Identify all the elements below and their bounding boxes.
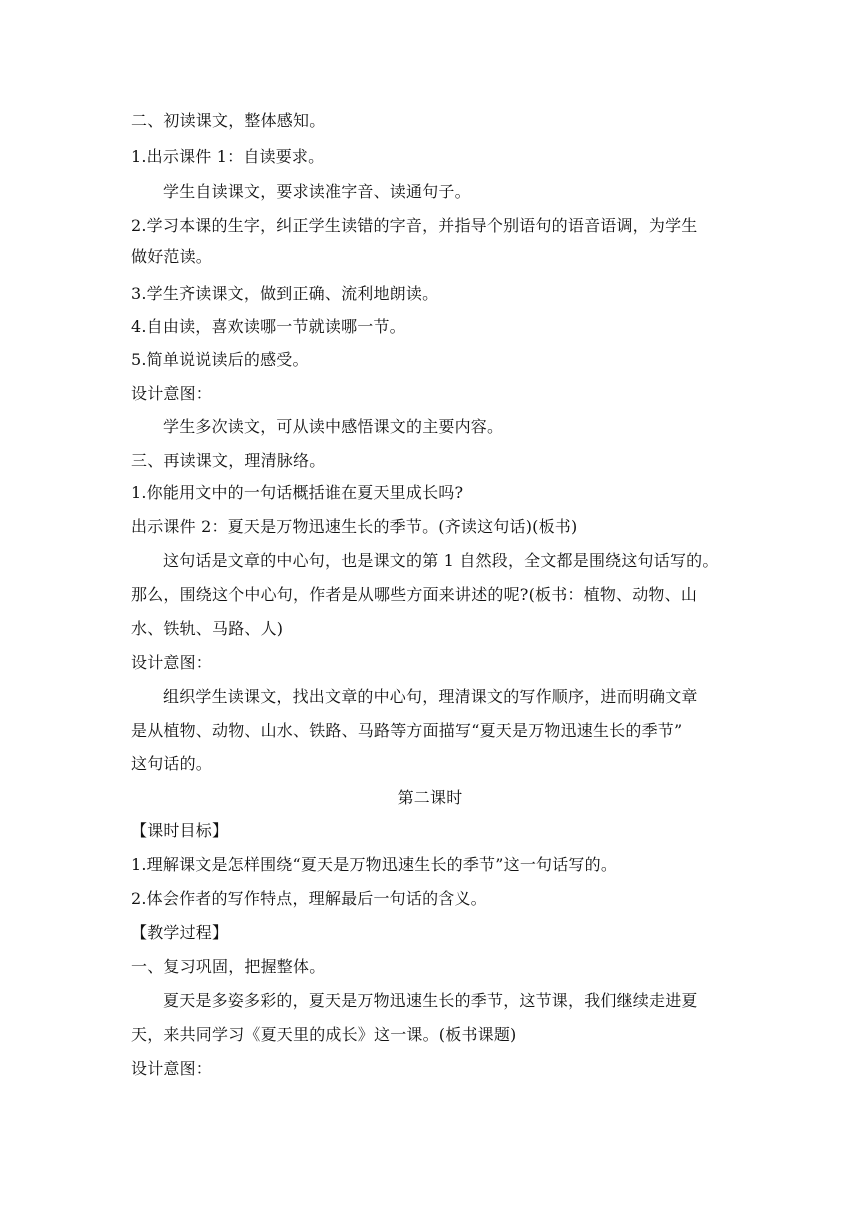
design-intent-label: 设计意图： — [131, 384, 213, 403]
paragraph-line: 组织学生读课文，找出文章的中心句，理清课文的写作顺序，进而明确文章 — [163, 687, 698, 706]
paragraph-line: 这句话是文章的中心句，也是课文的第 1 自然段，全文都是围绕这句话写的。 — [163, 551, 719, 570]
step-item: 4.自由读，喜欢读哪一节就读哪一节。 — [131, 317, 406, 336]
step-item: 2.体会作者的写作特点，理解最后一句话的含义。 — [131, 889, 487, 908]
design-intent-label: 设计意图： — [131, 653, 213, 672]
paragraph-line: 做好范读。 — [131, 247, 213, 266]
paragraph-line: 是从植物、动物、山水、铁路、马路等方面描写“夏天是万物迅速生长的季节” — [131, 721, 683, 740]
paragraph-line: 学生自读课文，要求读准字音、读通句子。 — [163, 182, 471, 201]
step-item: 5.简单说说读后的感受。 — [131, 350, 309, 369]
section-label: 【课时目标】 — [131, 821, 229, 840]
section-heading-3: 三、再读课文，理清脉络。 — [131, 451, 326, 470]
paragraph-line: 出示课件 2：夏天是万物迅速生长的季节。(齐读这句话)(板书) — [131, 517, 578, 536]
paragraph-line: 天，来共同学习《夏天里的成长》这一课。(板书课题) — [131, 1025, 517, 1044]
step-item: 1.理解课文是怎样围绕“夏天是万物迅速生长的季节”这一句话写的。 — [131, 855, 618, 874]
paragraph-line: 水、铁轨、马路、人) — [131, 619, 284, 638]
paragraph-line: 学生多次读文，可从读中感悟课文的主要内容。 — [163, 417, 504, 436]
paragraph-line: 那么，围绕这个中心句，作者是从哪些方面来讲述的呢?(板书：植物、动物、山 — [131, 585, 698, 604]
design-intent-label: 设计意图： — [131, 1059, 213, 1078]
step-item: 2.学习本课的生字，纠正学生读错的字音，并指导个别语句的语音语调，为学生 — [131, 216, 698, 235]
section-heading-2: 二、初读课文，整体感知。 — [131, 111, 326, 130]
section-label: 【教学过程】 — [131, 923, 229, 942]
step-item: 1.你能用文中的一句话概括谁在夏天里成长吗? — [131, 483, 464, 502]
step-item: 1.出示课件 1：自读要求。 — [131, 147, 325, 166]
section-heading-1: 一、复习巩固，把握整体。 — [131, 957, 326, 976]
paragraph-line: 这句话的。 — [131, 754, 213, 773]
paragraph-line: 夏天是多姿多彩的，夏天是万物迅速生长的季节，这节课，我们继续走进夏 — [163, 991, 698, 1010]
step-item: 3.学生齐读课文，做到正确、流利地朗读。 — [131, 284, 439, 303]
lesson-title: 第二课时 — [397, 788, 463, 807]
